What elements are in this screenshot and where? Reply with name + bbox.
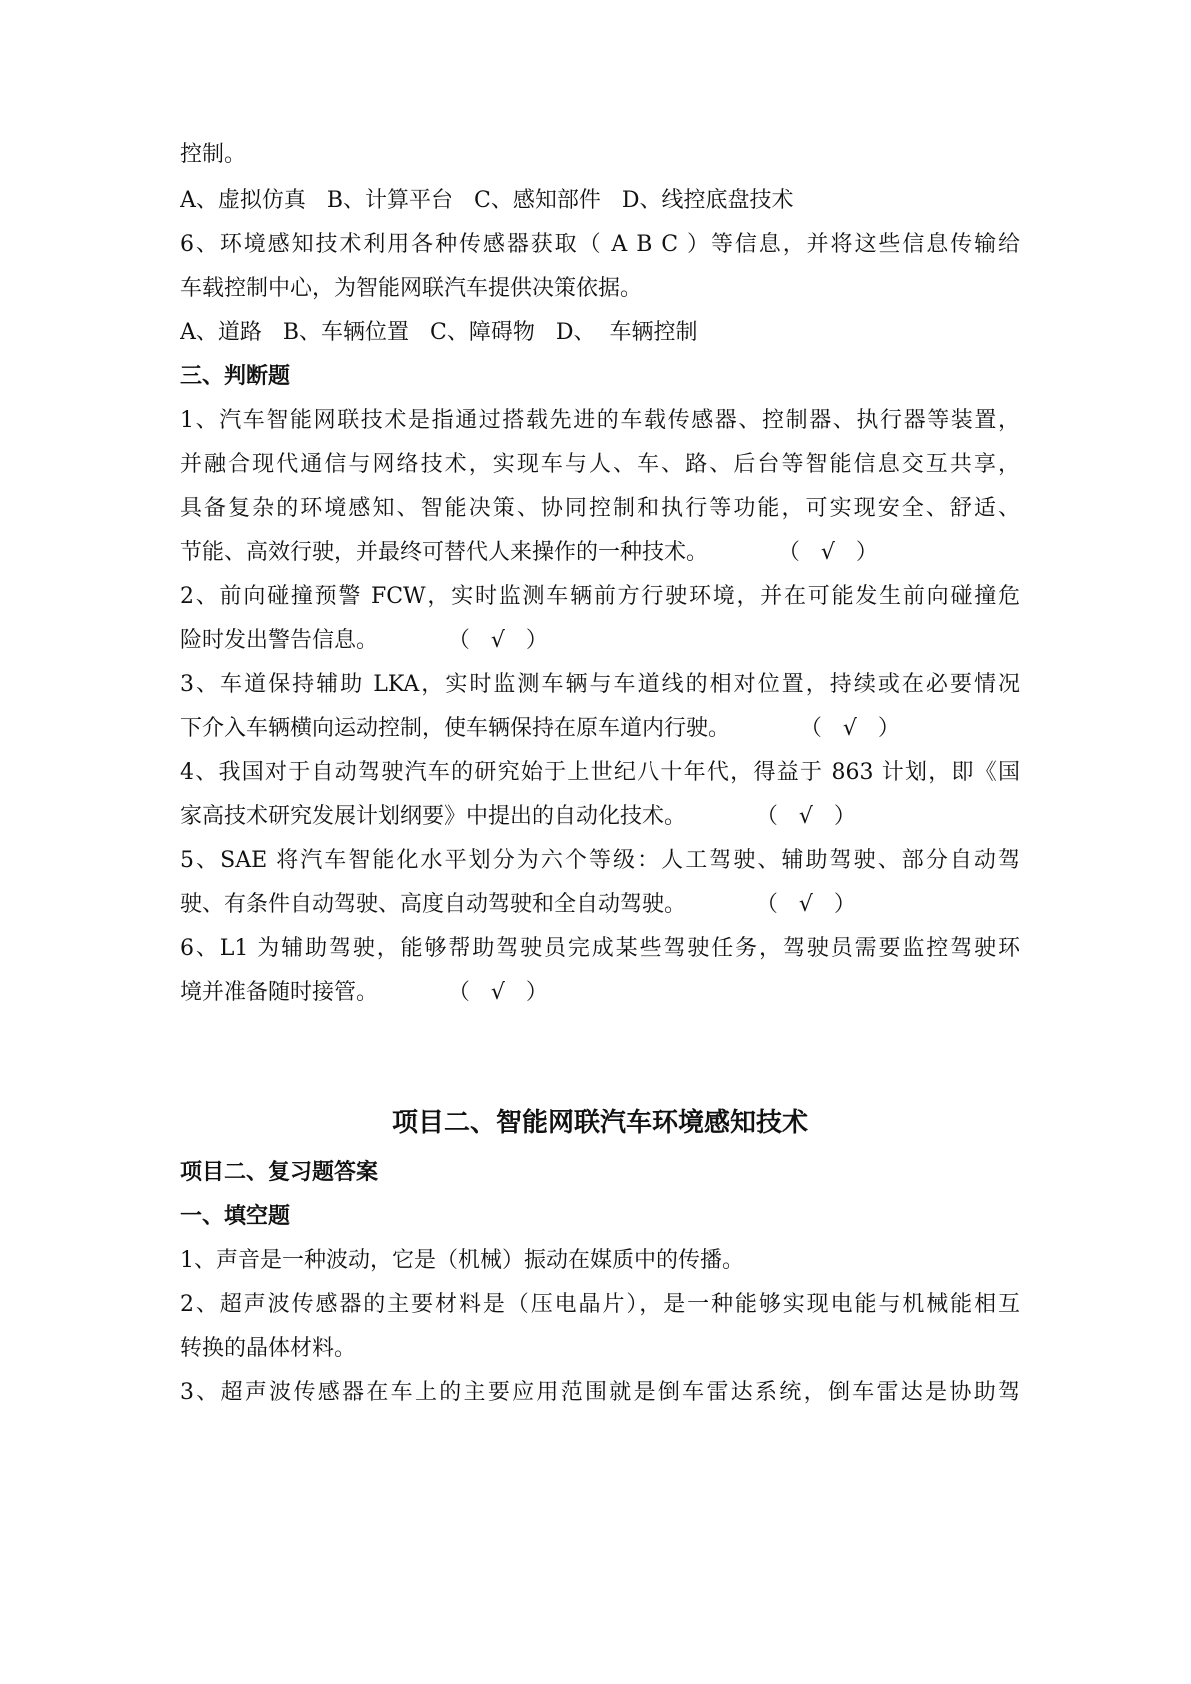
fill-2-line-2: 转换的晶体材料。 [180, 1336, 357, 1361]
fill-in-heading: 一、填空题 [180, 1204, 291, 1229]
judgment-3-line-2: 下介入车辆横向运动控制，使车辆保持在原车道内行驶。 （ √ ） [180, 716, 900, 741]
fill-1-line-1: 1、声音是一种波动，它是（机械）振动在媒质中的传播。 [180, 1248, 744, 1273]
question-6-options: A、道路 B、车辆位置 C、障碍物 D、 车辆控制 [180, 320, 698, 345]
judgment-4-line-2: 家高技术研究发展计划纲要》中提出的自动化技术。 （ √ ） [180, 804, 856, 829]
section-3-heading: 三、判断题 [180, 364, 291, 389]
fill-3-line-1: 3、超声波传感器在车上的主要应用范围就是倒车雷达系统，倒车雷达是协助驾 [180, 1380, 1020, 1405]
judgment-1-line-2: 并融合现代通信与网络技术，实现车与人、车、路、后台等智能信息交互共享， [180, 452, 1020, 477]
fill-2-line-1: 2、超声波传感器的主要材料是（压电晶片），是一种能够实现电能与机械能相互 [180, 1292, 1020, 1317]
judgment-1-line-4: 节能、高效行驶，并最终可替代人来操作的一种技术。 （ √ ） [180, 540, 878, 565]
judgment-2-line-2: 险时发出警告信息。 （ √ ） [180, 628, 548, 653]
continuation-line: 控制。 [180, 142, 247, 167]
judgment-5-line-1: 5、SAE 将汽车智能化水平划分为六个等级：人工驾驶、辅助驾驶、部分自动驾 [180, 848, 1020, 873]
question-6-line-1: 6、环境感知技术利用各种传感器获取（ A B C ）等信息，并将这些信息传输给 [180, 232, 1020, 257]
judgment-1-line-3: 具备复杂的环境感知、智能决策、协同控制和执行等功能，可实现安全、舒适、 [180, 496, 1020, 521]
judgment-6-line-1: 6、L1 为辅助驾驶，能够帮助驾驶员完成某些驾驶任务，驾驶员需要监控驾驶环 [180, 936, 1020, 961]
project-2-title: 项目二、智能网联汽车环境感知技术 [391, 1108, 808, 1138]
judgment-4-line-1: 4、我国对于自动驾驶汽车的研究始于上世纪八十年代，得益于 863 计划，即《国 [180, 760, 1020, 785]
question-6-line-2: 车载控制中心，为智能网联汽车提供决策依据。 [180, 276, 643, 301]
judgment-6-line-2: 境并准备随时接管。 （ √ ） [180, 980, 548, 1005]
judgment-3-line-1: 3、车道保持辅助 LKA，实时监测车辆与车道线的相对位置，持续或在必要情况 [180, 672, 1020, 697]
judgment-1-line-1: 1、汽车智能网联技术是指通过搭载先进的车载传感器、控制器、执行器等装置， [180, 408, 1020, 433]
project-2-subtitle: 项目二、复习题答案 [180, 1160, 379, 1185]
judgment-2-line-1: 2、前向碰撞预警 FCW，实时监测车辆前方行驶环境，并在可能发生前向碰撞危 [180, 584, 1020, 609]
question-5-options: A、虚拟仿真 B、计算平台 C、感知部件 D、线控底盘技术 [180, 188, 794, 213]
judgment-5-line-2: 驶、有条件自动驾驶、高度自动驾驶和全自动驾驶。 （ √ ） [180, 892, 856, 917]
